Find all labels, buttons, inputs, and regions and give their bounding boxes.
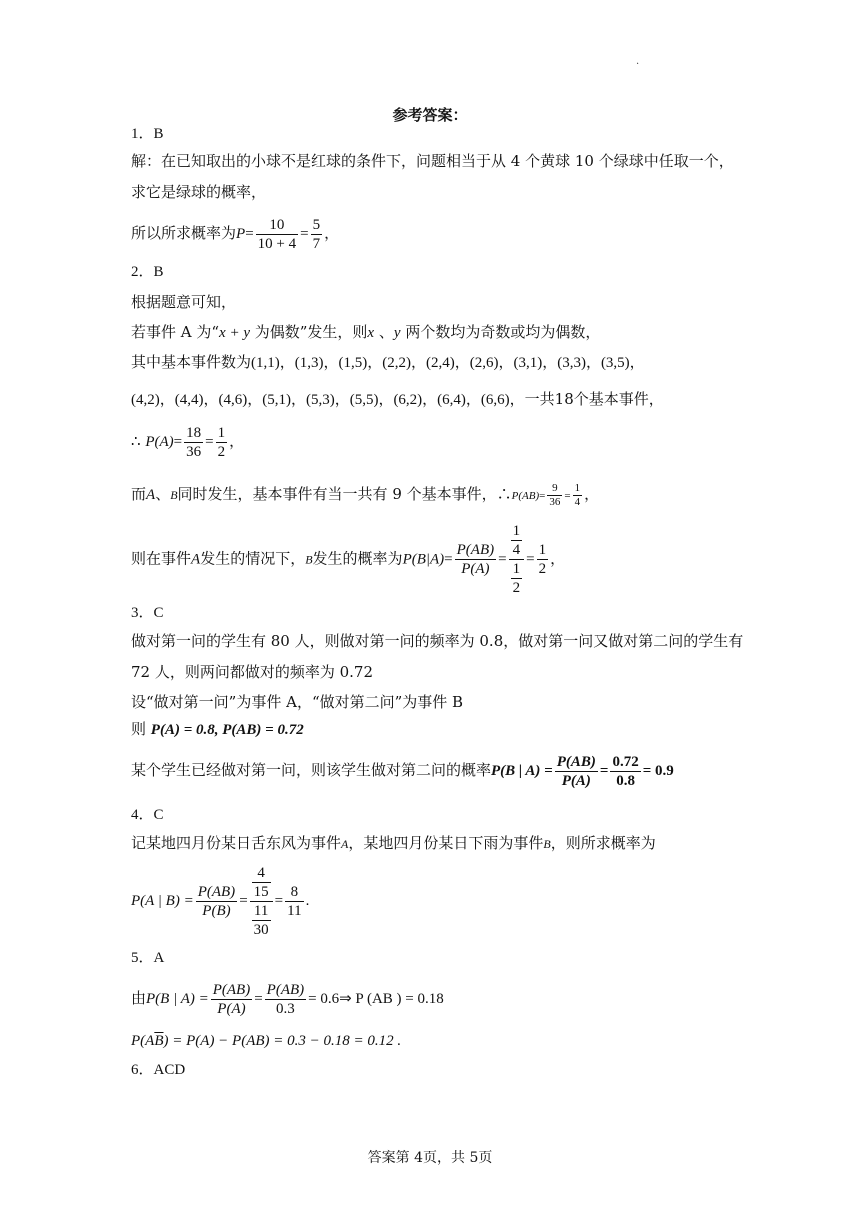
q3-line-1: 做对第一问的学生有 80 人，则做对第一问的频率为 0.8，做对第一问又做对第二问的学生有 (131, 632, 744, 650)
q5-label: 5．A (131, 950, 165, 966)
q1-line-1: 解：在已知取出的小球不是红球的条件下，问题相当于从 4 个黄球 10 个绿球中任取一个， (131, 152, 734, 170)
q2-line-7: 则在事件A发生的情况下，B发生的概率为P(B|A)= $\frac{P(AB)}{P(A)}$ = $\frac{\frac{1}{4}}{\frac{1}{2}}$ = $\frac{1}{2}$ ， (131, 523, 566, 596)
q4-complex-fraction: $\frac{\frac{4}{15}}{\frac{11}{30}}$ (250, 864, 273, 939)
q2-line-3: 其中基本事件数为(1,1)，(1,3)，(1,5)，(2,2)，(2,4)，(2,6)，(3,1)，(3,3)，(3,5)， (131, 353, 645, 371)
q1-label: 1．B (131, 126, 164, 142)
page-footer: 答案第 4页，共 5页 (367, 1150, 493, 1166)
q5-line-2: $P(A\overline{B}) = P(A) - P(AB) = 0.3 - 0.18 = 0.12$ . (131, 1033, 402, 1049)
q2-line-2: 若事件 A 为“x + y 为偶数”发生，则x 、y 两个数均为奇数或均为偶数， (131, 323, 601, 341)
page-title: 参考答案： (392, 106, 468, 124)
q3-label: 3．C (131, 605, 164, 621)
q1-fraction-1: $\frac{10}{10 + 4}$ (257, 216, 297, 252)
q2-line-6: 而A、B同时发生，基本事件有当一共有 9 个基本事件，∴P(AB)= $\frac{9}{36}$ = $\frac{1}{4}$ ， (131, 481, 600, 508)
q4-label: 4．C (131, 807, 164, 823)
q1-line-2: 求它是绿球的概率， (131, 183, 267, 201)
q2-complex-fraction: $\frac{\frac{1}{4}}{\frac{1}{2}}$ (509, 522, 525, 597)
q4-line-1: 记某地四月份某日舌东风为事件A，某地四月份某日下雨为事件B，则所求概率为 (131, 834, 656, 852)
q2-line-4: (4,2)，(4,4)，(4,6)，(5,1)，(5,3)，(5,5)，(6,2)，(6,4)，(6,6)，一共18个基本事件， (131, 390, 664, 408)
q3-line-5: 某个学生已经做对第一问，则该学生做对第二问的概率P(B | A) = $\frac{P(AB)}{P(A)}$ = $\frac{0.72}{0.8}$ = 0.9 (131, 753, 674, 789)
q3-line-2: 72 人，则两问都做对的频率为 0.72 (131, 663, 374, 681)
q2-label: 2．B (131, 264, 164, 280)
q4-line-2: P(A | B) = $\frac{P(AB)}{P(B)}$ = $\frac{\frac{4}{15}}{\frac{11}{30}}$ = $\frac{8}{11}$ . (131, 864, 310, 938)
q2-line-5: ∴ P(A)= $\frac{18}{36}$ = $\frac{1}{2}$ ， (131, 424, 245, 460)
q3-line-4: 则 P(A) = 0.8, P(AB) = 0.72 (131, 720, 304, 738)
q1-fraction-2: $\frac{5}{7}$ (312, 216, 321, 252)
header-mark: . (636, 56, 640, 67)
q5-line-1: 由P(B | A) = $\frac{P(AB)}{P(A)}$ = $\frac{P(AB)}{0.3}$ = 0.6⇒ P (AB ) = 0.18 (131, 981, 444, 1017)
q3-line-3: 设“做对第一问”为事件 A，“做对第二问”为事件 B (131, 693, 464, 711)
q2-line-1: 根据题意可知， (131, 293, 237, 311)
q1-line-3: 所以所求概率为P= $\frac{10}{10 + 4}$ = $\frac{5}{7}$ ， (131, 216, 340, 252)
q6-label: 6．ACD (131, 1062, 186, 1078)
